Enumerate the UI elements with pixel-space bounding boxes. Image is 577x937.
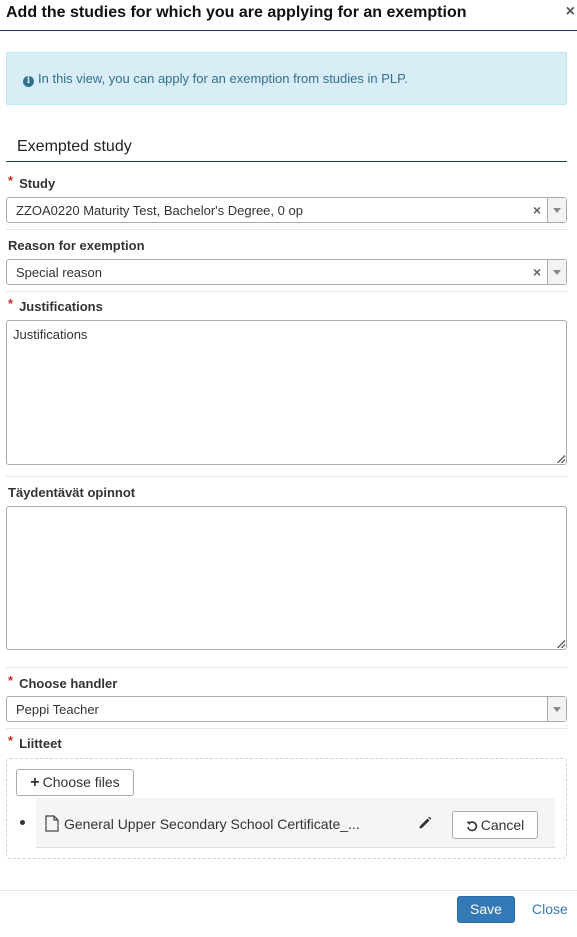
handler-label xyxy=(8,673,118,691)
save-button[interactable]: Save xyxy=(457,896,515,923)
undo-icon xyxy=(466,820,478,832)
justifications-label-text: Justifications xyxy=(19,299,103,314)
justifications-textarea[interactable] xyxy=(6,320,567,465)
chevron-down-icon[interactable] xyxy=(547,697,566,721)
supplementary-textarea[interactable] xyxy=(6,506,567,650)
attachments-label xyxy=(8,733,62,751)
clear-icon[interactable]: × xyxy=(532,264,541,280)
cancel-label: Cancel xyxy=(480,817,525,833)
reason-label: Reason for exemption xyxy=(8,238,145,253)
reason-select-value: Special reason xyxy=(16,265,102,280)
list-bullet xyxy=(20,820,25,825)
divider xyxy=(6,667,567,668)
divider xyxy=(6,728,567,729)
supplementary-label: Täydentävät opinnot xyxy=(8,485,136,500)
resize-handle-icon[interactable] xyxy=(557,455,565,463)
modal-title: Add the studies for which you are applying for an exemption xyxy=(6,4,467,21)
info-alert xyxy=(6,52,567,105)
choose-files-button[interactable] xyxy=(16,769,134,796)
required-marker: * xyxy=(8,173,14,188)
modal-header xyxy=(0,0,577,31)
plus-icon: + xyxy=(30,773,40,791)
choose-files-label: Choose files xyxy=(42,773,120,790)
study-select[interactable] xyxy=(6,197,567,223)
reason-select[interactable] xyxy=(6,259,567,285)
handler-select[interactable] xyxy=(6,696,567,722)
resize-handle-icon[interactable] xyxy=(557,640,565,648)
info-text: In this view, you can apply for an exemption from studies in PLP. xyxy=(38,71,408,86)
justifications-label xyxy=(8,296,103,314)
required-marker: * xyxy=(8,296,14,311)
handler-label-text: Choose handler xyxy=(19,676,118,691)
divider xyxy=(6,476,567,477)
study-label xyxy=(8,173,56,191)
file-icon xyxy=(45,815,59,832)
justifications-placeholder: Justifications xyxy=(13,327,88,342)
pencil-icon[interactable] xyxy=(418,816,432,830)
handler-select-value: Peppi Teacher xyxy=(16,702,99,717)
required-marker: * xyxy=(8,673,14,688)
close-icon[interactable]: × xyxy=(565,3,575,20)
study-select-value: ZZOA0220 Maturity Test, Bachelor's Degree, 0 op xyxy=(16,203,303,218)
chevron-down-icon[interactable] xyxy=(547,260,566,284)
divider xyxy=(6,291,567,292)
study-label-text: Study xyxy=(19,176,56,191)
divider xyxy=(6,229,567,230)
section-title: Exempted study xyxy=(6,138,567,162)
chevron-down-icon[interactable] xyxy=(547,198,566,222)
file-name[interactable]: General Upper Secondary School Certificate_... xyxy=(64,816,360,832)
clear-icon[interactable]: × xyxy=(532,202,541,218)
footer-divider xyxy=(0,890,577,891)
close-link[interactable]: Close xyxy=(532,901,568,917)
required-marker: * xyxy=(8,733,14,748)
info-circle-icon: i xyxy=(23,76,34,87)
attachments-label-text: Liitteet xyxy=(19,736,62,751)
cancel-upload-button[interactable] xyxy=(452,811,538,839)
